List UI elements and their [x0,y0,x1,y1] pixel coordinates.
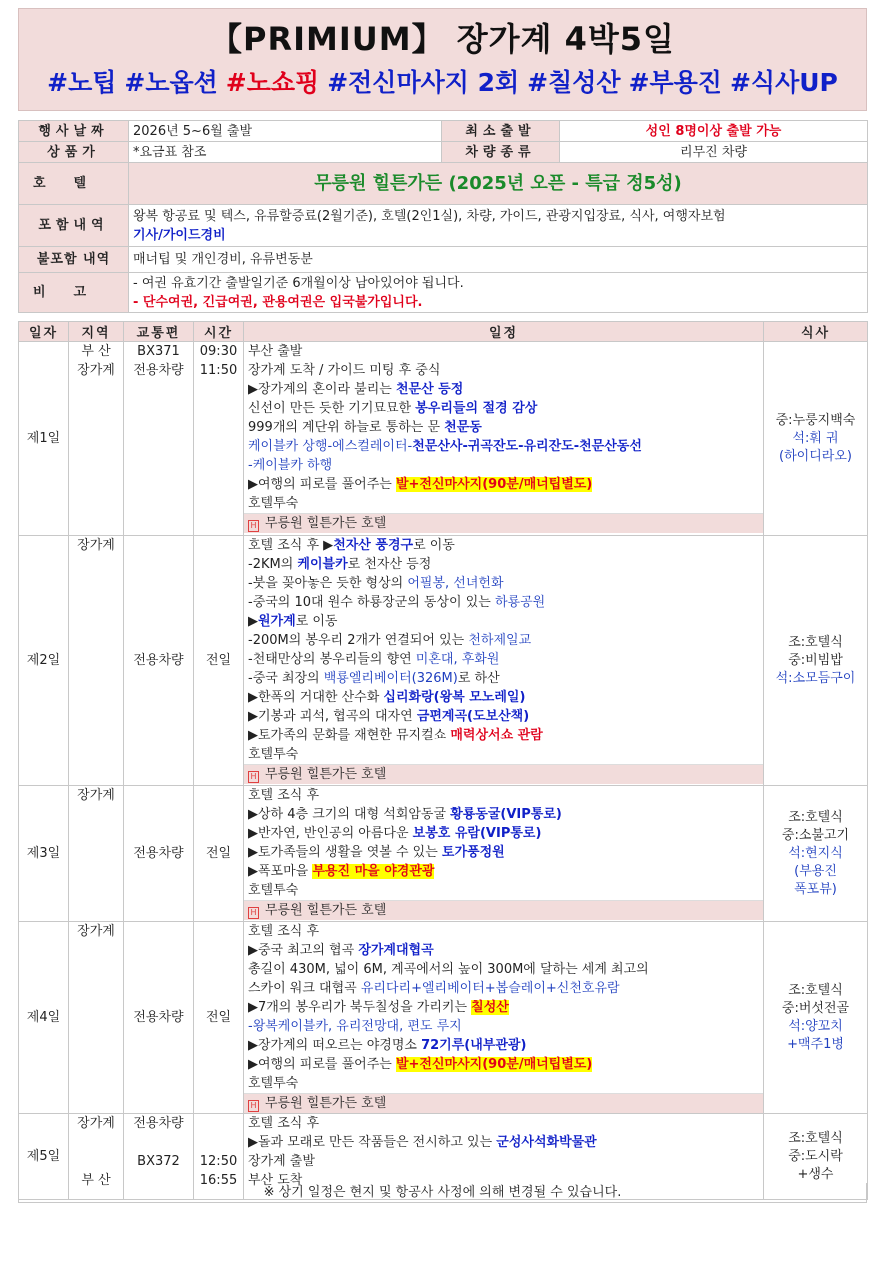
itinerary-line [248,380,759,399]
day-row [19,786,868,922]
itinerary-text: 호텔투숙 [248,496,299,511]
itinerary-line [248,979,759,998]
itinerary-line [248,475,759,494]
note-value [129,273,868,313]
hotel-line [244,764,763,784]
transport-cell-line: 전용차량 [133,653,184,668]
itinerary-text: 칠성산 [471,1000,509,1015]
transport-cell [124,922,194,1114]
itinerary-text: 보봉호 유람(VIP통로) [412,826,542,841]
schedule-table [18,321,868,1200]
title-banner [18,8,867,111]
itinerary-line [248,361,759,380]
itinerary-text: -2KM의 [248,557,298,572]
itinerary-text: 스카이 워크 대협곡 [248,981,361,996]
itinerary-text: 신선이 만든 듯한 기기묘묘한 [248,401,416,416]
itinerary-cell [244,922,764,1114]
itinerary-line [248,1055,759,1074]
itinerary-text: -200M의 봉우리 2개가 연결되어 있는 [248,633,469,648]
itinerary-cell [244,342,764,536]
price-label: 상품가 [19,142,129,163]
itinerary-text: ▶장가계의 떠오르는 야경명소 [248,1038,422,1053]
itinerary-text: 999개의 계단위 하늘로 통하는 문 [248,420,445,435]
meal-item: 조:호텔식 [788,982,843,998]
meal-item: +맥주1병 [787,1036,844,1052]
page-title: 【PRIMIUM】 장가계 4박5일 [210,20,675,58]
note-label: 비고 [19,273,129,313]
itinerary-text: 로 이동 [295,614,338,629]
date-label: 행사날짜 [19,121,129,142]
meal-item: 중:버섯전골 [781,1000,850,1016]
region-cell [69,536,124,786]
itinerary-text: 금편계곡(도보산책) [416,709,530,724]
transport-cell-line: 전용차량 [133,363,184,378]
itinerary-text: 천문동 [444,420,482,435]
itinerary-text: 천자산 풍경구 [333,538,414,553]
itinerary-line [248,726,759,745]
itinerary-line [248,1133,759,1152]
itinerary-text: ▶ [248,614,258,629]
transport-cell [124,342,194,536]
region-cell-line: 부 산 [81,1173,111,1188]
itinerary-text: 호텔 조식 후 [248,788,320,803]
time-cell [194,786,244,922]
hotel-line-text: 무릉원 힐튼가든 호텔 [265,903,387,918]
transport-cell [124,536,194,786]
schedule-header-5: 식사 [764,322,868,342]
itinerary-text: ▶반자연, 반인공의 아름다운 [248,826,413,841]
itinerary-text: ▶토가족들의 생활을 엿볼 수 있는 [248,845,442,860]
schedule-header-0: 일자 [19,322,69,342]
day-row [19,342,868,536]
itinerary-line [248,843,759,862]
hotel-icon: H [248,1100,259,1112]
itinerary-text: -붓을 꽂아놓은 듯한 형상의 [248,576,408,591]
footer-note: ※ 상기 일정은 현지 및 항공사 사정에 의해 변경될 수 있습니다. [18,1183,867,1203]
itinerary-text: 백룡엘리베이터(326M) [323,671,458,686]
itinerary-text: 로 이동 [413,538,455,553]
day-label: 제5일 [19,1114,69,1200]
day-label: 제2일 [19,536,69,786]
schedule-header-row [19,322,868,342]
time-cell-line [198,1114,239,1133]
itinerary-line [248,555,759,574]
itinerary-text: ▶장가계의 혼이라 불리는 [248,382,396,397]
date-value: 2026년 5~6월 출발 [129,121,442,142]
meal-item: +생수 [797,1166,834,1182]
time-cell-line: 전일 [205,846,232,861]
meal-cell [764,922,868,1114]
day-label: 제4일 [19,922,69,1114]
itinerary-text: -중국의 10대 원수 하룡장군의 동상이 있는 [248,595,495,610]
region-cell-line: 부 산 [81,344,111,359]
itinerary-text: 부산 도착 [248,1173,303,1188]
itinerary-text: -왕복케이블카, 유리전망대, 편도 루지 [248,1019,462,1034]
itinerary-text: ▶토가족의 문화를 재현한 뮤지컬쇼 [248,728,451,743]
itinerary-text: ▶7개의 봉우리가 북두칠성을 가리키는 [248,1000,472,1015]
itinerary-line [248,824,759,843]
itinerary-line [248,745,759,764]
meal-item: 조:호텔식 [788,809,843,825]
meal-item: 석:양꼬치 [788,1018,843,1034]
hotel-line-text: 무릉원 힐튼가든 호텔 [265,516,387,531]
schedule-header-1: 지역 [69,322,124,342]
itinerary-text: 천하제일교 [468,633,532,648]
hotel-line [244,1093,763,1113]
min-label: 최소출발 [442,121,560,142]
itinerary-text: 호텔 조식 후 [248,924,320,939]
transport-cell-line [128,1133,189,1152]
time-cell [194,536,244,786]
time-cell-line: 전일 [205,653,232,668]
itinerary-line [248,805,759,824]
itinerary-text: 호텔투숙 [248,1076,299,1091]
hotel-label: 호텔 [19,163,129,205]
include-value [129,205,868,247]
itinerary-text: 봉우리들의 절경 감상 [415,401,538,416]
meal-cell [764,786,868,922]
itinerary-text: ▶돌과 모래로 만든 작품들은 전시하고 있는 [248,1135,497,1150]
itinerary-text: 72기루(내부관광) [421,1038,527,1053]
hotel-icon: H [248,907,259,919]
meal-item: 중:누룽지백숙 [775,412,856,428]
meal-item: 조:호텔식 [788,634,843,650]
itinerary-line [248,669,759,688]
hashtag-line [19,65,866,101]
region-cell-line [73,1152,119,1171]
itinerary-text: 호텔 조식 후 ▶ [248,538,334,553]
itinerary-text: 발+전신마사지(90분/매너팁별도) [395,477,593,492]
hotel-icon: H [248,520,259,532]
itinerary-text: 장가계 도착 / 가이드 미팅 후 중식 [248,363,441,378]
region-cell-line: 장가계 [77,538,115,553]
itinerary-text: ▶여행의 피로를 풀어주는 [248,477,396,492]
itinerary-line [248,688,759,707]
itinerary-line [248,593,759,612]
itinerary-text: -중국 최장의 [248,671,324,686]
itinerary-line [248,631,759,650]
itinerary-line [248,536,759,555]
time-cell-line: 12:50 [199,1154,238,1169]
itinerary-text: 매력상서쇼 관람 [450,728,543,743]
time-cell-line: 16:55 [199,1173,238,1188]
hotel-line-text: 무릉원 힐튼가든 호텔 [265,1096,387,1111]
time-cell-line: 09:30 [199,344,238,359]
itinerary-text: 유리다리+엘리베이터+봅슬레이+신천호유람 [360,981,620,996]
transport-cell [124,786,194,922]
itinerary-line [248,941,759,960]
time-cell [194,922,244,1114]
time-cell-line [198,1133,239,1152]
hotel-value: 무릉원 힐튼가든 (2025년 오픈 - 특급 정5성) [129,163,868,205]
itinerary-text: 원가계 [258,614,296,629]
itinerary-text: 호텔 조식 후 [248,1116,320,1131]
exclude-value: 매너팁 및 개인경비, 유류변동분 [129,247,868,273]
transport-cell-line: 전용차량 [133,1116,184,1131]
day-row [19,536,868,786]
itinerary-line [248,922,759,941]
price-value: *요금표 참조 [129,142,442,163]
meal-item: (부용진 [794,863,837,879]
itinerary-line [248,612,759,631]
meal-item: 석:훠 궈 [792,430,839,446]
info-table [18,120,868,313]
itinerary-line [248,1036,759,1055]
itinerary-text: 호텔투숙 [248,747,299,762]
region-cell [69,922,124,1114]
itinerary-line [248,707,759,726]
itinerary-line [248,418,759,437]
itinerary-text: 발+전신마사지(90분/매너팁별도) [395,1057,593,1072]
meal-item: 석:현지식 [788,845,843,861]
hashtag-5: #부용진 [628,68,722,97]
meal-item: 중:도시락 [788,1148,843,1164]
itinerary-text: 로 하산 [457,671,500,686]
include-line-1: 왕복 항공료 및 텍스, 유류할증료(2월기준), 호텔(2인1실), 차량, 가이드, 관광지입장료, 식사, 여행자보험 [133,208,726,224]
region-cell-line: 장가계 [77,788,115,803]
region-cell [69,342,124,536]
meal-item: 중:소불고기 [781,827,850,843]
day-label: 제3일 [19,786,69,922]
meal-cell [764,342,868,536]
itinerary-text: 미혼대, 후화원 [415,652,500,667]
transport-cell-line: 전용차량 [133,846,184,861]
note-line-2: - 단수여권, 긴급여권, 관용여권은 입국불가입니다. [133,294,423,310]
hashtag-3: #전신마사지 2회 [327,68,520,97]
min-value: 성인 8명이상 출발 가능 [560,121,868,142]
meal-item: 폭포뷰) [794,881,837,897]
itinerary-cell [244,786,764,922]
itinerary-text: 천문산사-귀곡잔도-유리잔도-천문산동선 [412,439,642,454]
meal-item: (하이디라오) [779,448,852,464]
itinerary-line [248,399,759,418]
itinerary-text: ▶한폭의 거대한 산수화 [248,690,384,705]
itinerary-line [248,1074,759,1093]
itinerary-text: -천태만상의 봉우리들의 향연 [248,652,416,667]
itinerary-text: 부산 출발 [248,344,303,359]
itinerary-text: ▶기봉과 괴석, 협곡의 대자연 [248,709,417,724]
itinerary-text: -케이블카 하행 [248,458,333,473]
schedule-header-3: 시간 [194,322,244,342]
itinerary-line [248,494,759,513]
region-cell-line: 장가계 [77,363,115,378]
region-cell-line: 장가계 [77,1116,115,1131]
schedule-header-2: 교통편 [124,322,194,342]
day-label: 제1일 [19,342,69,536]
itinerary-text: 케이블카 [297,557,348,572]
itinerary-text: 로 천자산 등정 [347,557,432,572]
itinerary-text: ▶여행의 피로를 풀어주는 [248,1057,396,1072]
car-value: 리무진 차량 [560,142,868,163]
itinerary-text: 군성사석화박물관 [496,1135,597,1150]
itinerary-text: 장가계 출발 [248,1154,315,1169]
itinerary-cell [244,536,764,786]
itinerary-text: 하룡공원 [494,595,546,610]
itinerary-text: 황룡동굴(VIP통로) [450,807,562,822]
itinerary-text: 십리화랑(왕복 모노레일) [383,690,526,705]
hotel-line [244,900,763,920]
transport-cell-line: 전용차량 [133,1010,184,1025]
hotel-icon: H [248,771,259,783]
itinerary-line [248,1114,759,1133]
itinerary-line [248,456,759,475]
day-row [19,922,868,1114]
meal-cell [764,536,868,786]
itinerary-line [248,1017,759,1036]
itinerary-line [248,862,759,881]
car-label: 차량종류 [442,142,560,163]
itinerary-line [248,786,759,805]
time-cell-line: 전일 [205,1010,232,1025]
meal-item: 석:소모듬구이 [775,670,856,686]
transport-cell-line: BX371 [137,344,180,359]
itinerary-line [248,574,759,593]
meal-item: 조:호텔식 [788,1130,843,1146]
itinerary-line [248,342,759,361]
itinerary-line [248,881,759,900]
hashtag-1: #노옵션 [124,68,218,97]
hashtag-2: #노쇼핑 [225,68,320,97]
itinerary-text: ▶상하 4층 크기의 대형 석회암동굴 [248,807,451,822]
itinerary-text: 토가풍정원 [441,845,505,860]
note-line-1: - 여권 유효기간 출발일기준 6개월이상 남아있어야 됩니다. [133,275,464,291]
meal-item: 중:비빔밥 [788,652,843,668]
hashtag-4: #칠성산 [527,68,621,97]
hotel-line [244,513,763,533]
include-line-2: 기사/가이드경비 [133,227,226,243]
itinerary-text: 천문산 등정 [395,382,464,397]
itinerary-text: 케이블카 상행-에스컬레이터- [248,439,413,454]
itinerary-text: 부용진 마을 야경관광 [312,864,435,879]
exclude-label: 불포함 내역 [19,247,129,273]
itinerary-line [248,960,759,979]
itinerary-line [248,650,759,669]
time-cell-line: 11:50 [199,363,238,378]
hashtag-0: #노팁 [47,68,117,97]
itinerary-line [248,1152,759,1171]
region-cell-line [73,1133,119,1152]
hashtag-6: #식사UP [729,68,838,97]
region-cell [69,786,124,922]
itinerary-text: 어필봉, 선녀헌화 [407,576,504,591]
itinerary-line [248,437,759,456]
itinerary-text: ▶폭포마을 [248,864,313,879]
schedule-header-4: 일정 [244,322,764,342]
itinerary-line [248,998,759,1017]
itinerary-text: ▶중국 최고의 협곡 [248,943,359,958]
include-label: 포함내역 [19,205,129,247]
itinerary-text: 총길이 430M, 넓이 6M, 계곡에서의 높이 300M에 달하는 세계 최고의 [248,962,649,977]
hotel-line-text: 무릉원 힐튼가든 호텔 [265,767,387,782]
time-cell [194,342,244,536]
itinerary-text: 호텔투숙 [248,883,299,898]
transport-cell-line: BX372 [137,1154,180,1169]
itinerary-text: 장가계대협곡 [358,943,434,958]
region-cell-line: 장가계 [77,924,115,939]
